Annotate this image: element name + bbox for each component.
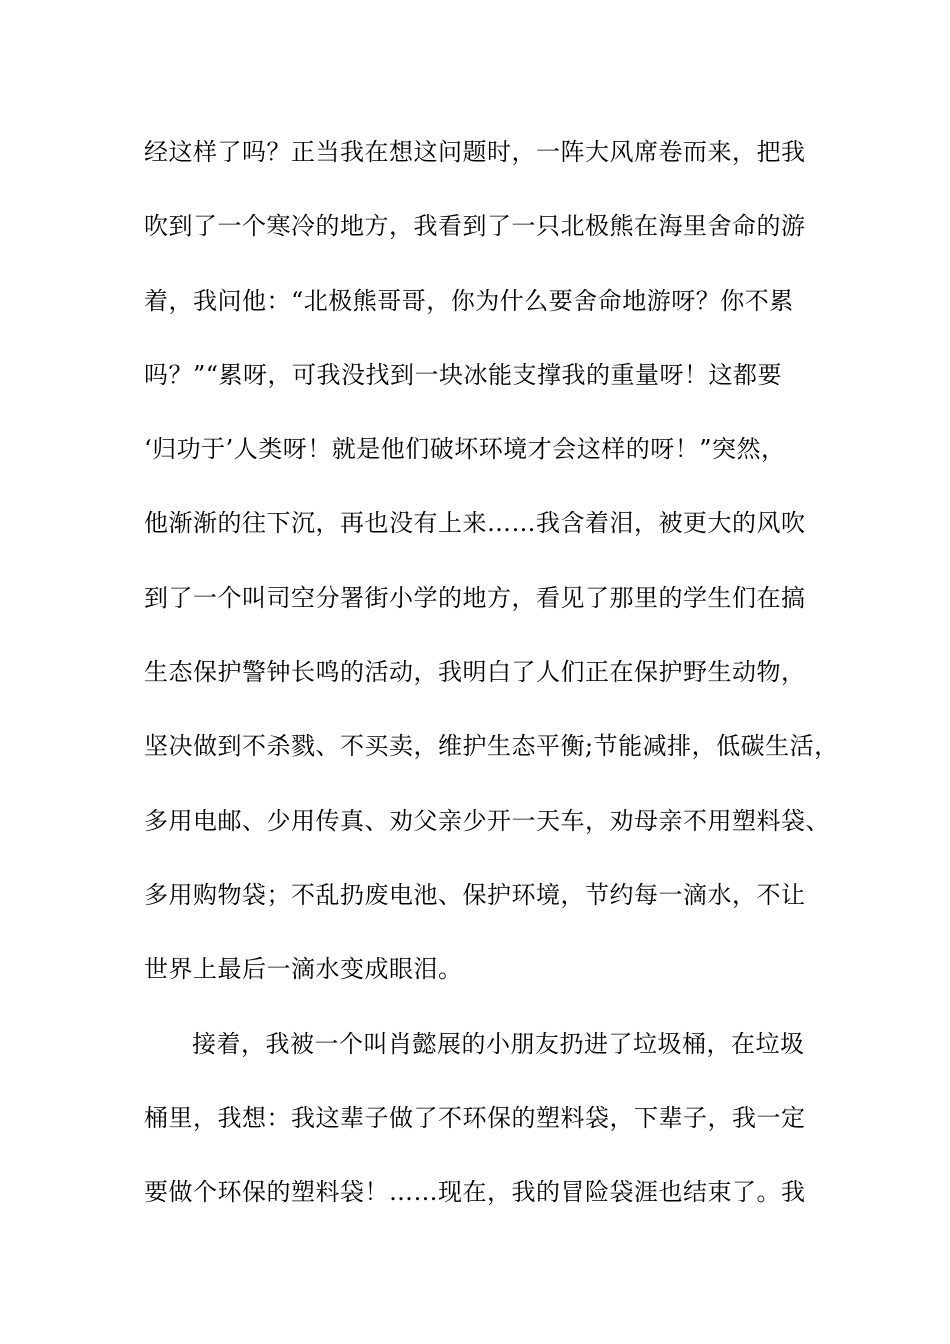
body-text bbox=[144, 132, 844, 1246]
text-line: 他渐渐的往下沉，再也没有上来……我含着泪，被更大的风吹 bbox=[144, 509, 806, 538]
text-line: 着，我问他：“北极熊哥哥，你为什么要舍命地游呀？你不累 bbox=[144, 286, 794, 315]
text-line: 吹到了一个寒冷的地方，我看到了一只北极熊在海里舍命的游 bbox=[144, 212, 806, 241]
text-line: 生态保护警钟长鸣的活动，我明白了人们正在保护野生动物， bbox=[144, 658, 806, 687]
text-line: 世界上最后一滴水变成眼泪。 bbox=[144, 955, 463, 984]
text-line: 要做个环保的塑料袋！……现在，我的冒险袋涯也结束了。我 bbox=[144, 1178, 806, 1207]
paragraph-start-line: 接着，我被一个叫肖懿展的小朋友扔进了垃圾桶，在垃圾 bbox=[192, 1029, 805, 1058]
text-line: 经这样了吗？正当我在想这问题时，一阵大风席卷而来，把我 bbox=[144, 138, 806, 166]
text-line: 多用购物袋；不乱扔废电池、保护环境，节约每一滴水，不让 bbox=[144, 880, 806, 909]
text-line: 多用电邮、少用传真、劝父亲少开一天车，劝母亲不用塑料袋、 bbox=[144, 806, 830, 835]
text-line: 坚决做到不杀戮、不买卖，维护生态平衡;节能减排，低碳生活， bbox=[144, 732, 839, 761]
text-line: ‘归功于’人类呀！就是他们破坏环境才会这样的呀！”突然， bbox=[144, 435, 786, 464]
text-line: 到了一个叫司空分署街小学的地方，看见了那里的学生们在搞 bbox=[144, 583, 806, 612]
text-line: 吗？”“累呀，可我没找到一块冰能支撑我的重量呀！这都要 bbox=[144, 360, 783, 389]
text-line: 桶里，我想：我这辈子做了不环保的塑料袋，下辈子，我一定 bbox=[144, 1103, 806, 1132]
